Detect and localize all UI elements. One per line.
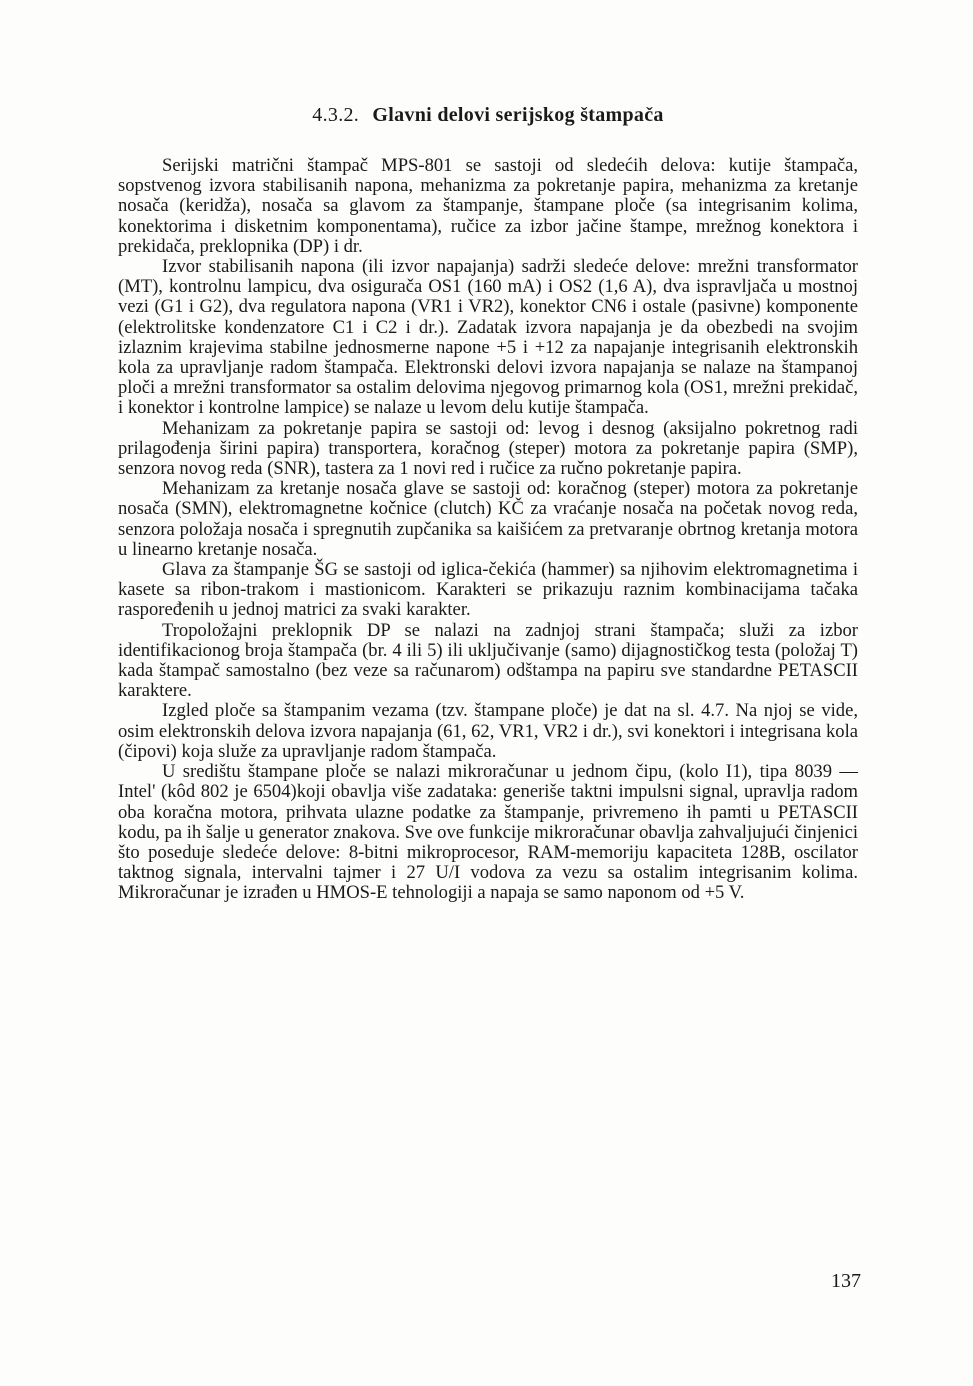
paragraph-5: Glava za štampanje ŠG se sastoji od iglica-čekića (hammer) sa njihovim elektromagnetima i kasete sa ribon-trakom i mastionicom. Karakteri se prikazuju raznim kombinacijama tačaka raspoređenih u jednoj matrici za svaki karakter.: [118, 559, 858, 621]
body-text: [118, 156, 858, 904]
section-title: Glavni delovi serijskog štampača: [372, 104, 664, 126]
paragraph-8: U središtu štampane ploče se nalazi mikroračunar u jednom čipu, (kolo I1), tipa 8039 — Intel' (kôd 802 je 6504)koji obavlja više zadataka: generiše taktni impulsni signal, upravlja radom oba koračna motora, prihvata ulazne podatke za štampanje, privremeno ih pamti u PETASCII kodu, pa ih šalje u generator znakova. Sve ove funkcije mikroračunar obavlja zahvaljujući činjenici što poseduje sledeće delove: 8-bitni mikroprocesor, RAM-memoriju kapaciteta 128B, oscilator taktnog signala, intervalni tajmer i 27 U/I vodova za vezu sa ostalim integrisanim kolima. Mikroračunar je izrađen u HMOS-E tehnologiji a napaja se samo naponom od +5 V.: [118, 761, 858, 904]
paragraph-2: Izvor stabilisanih napona (ili izvor napajanja) sadrži sledeće delove: mrežni transformator (MT), kontrolnu lampicu, dva osigurača OS1 (160 mA) i OS2 (1,6 A), dva ispravljača u mostnoj vezi (G1 i G2), dva regulatora napona (VR1 i VR2), konektor CN6 i ostale (pasivne) komponente (elektrolitske kondenzatore C1 i C2 i dr.). Zadatak izvora napajanja je da obezbedi na svojim izlaznim krajevima stabilne jednosmerne napone +5 i +12 za napajanje integrisanih elektronskih kola za upravljanje radom štampača. Elektronski delovi izvora napajanja se nalaze na štampanoj ploči a mrežni transformator sa ostalim delovima njegovog primarnog kola (OS1, mrežni prekidač, i konektor i kontrolne lampice) se nalaze u levom delu kutije štampača.: [118, 256, 858, 419]
page-number: 137: [831, 1270, 861, 1292]
section-heading: [118, 104, 858, 127]
paragraph-1: Serijski matrični štampač MPS-801 se sastoji od sledećih delova: kutije štampača, sopstvenog izvora stabilisanih napona, mehanizma za pokretanje papira, mehanizma za kretanje nosača (keridža), nosača sa glavom za štampanje, štampane ploče (sa integrisanim kolima, konektorima i disketnim komponentama), ručice za izbor jačine štampe, mrežnog konektora i prekidača, preklopnika (DP) i dr.: [118, 155, 858, 257]
paragraph-7: Izgled ploče sa štampanim vezama (tzv. štampane ploče) je dat na sl. 4.7. Na njoj se vide, osim elektronskih delova izvora napajanja (61, 62, VR1, VR2 i dr.), svi konektori i integrisana kola (čipovi) koja služe za upravljanje radom štampača.: [118, 700, 858, 762]
paragraph-4: Mehanizam za kretanje nosača glave se sastoji od: koračnog (steper) motora za pokretanje nosača (SMN), elektromagnetne kočnice (clutch) KČ za vraćanje nosača na početak novog reda, senzora položaja nosača i spregnutih zupčanika sa kaišićem za pretvaranje obrtnog kretanja motora u linearno kretanje nosača.: [118, 478, 858, 560]
paragraph-6: Tropoložajni preklopnik DP se nalazi na zadnjoj strani štampača; služi za izbor identifikacionog broja štampača (br. 4 ili 5) ili uključivanje (samo) dijagnostičkog testa (položaj T) kada štampač samostalno (bez veze sa računarom) odštampa na papiru sve standardne PETASCII karaktere.: [118, 619, 858, 702]
paragraph-3: Mehanizam za pokretanje papira se sastoji od: levog i desnog (aksijalno pokretnog radi prilagođenja širini papira) transportera, koračnog (steper) motora za pokretanje papira (SMP), senzora novog reda (SNR), tastera za 1 novi red i ručice za ručno pokretanje papira.: [118, 417, 858, 480]
section-number: 4.3.2.: [312, 104, 360, 126]
